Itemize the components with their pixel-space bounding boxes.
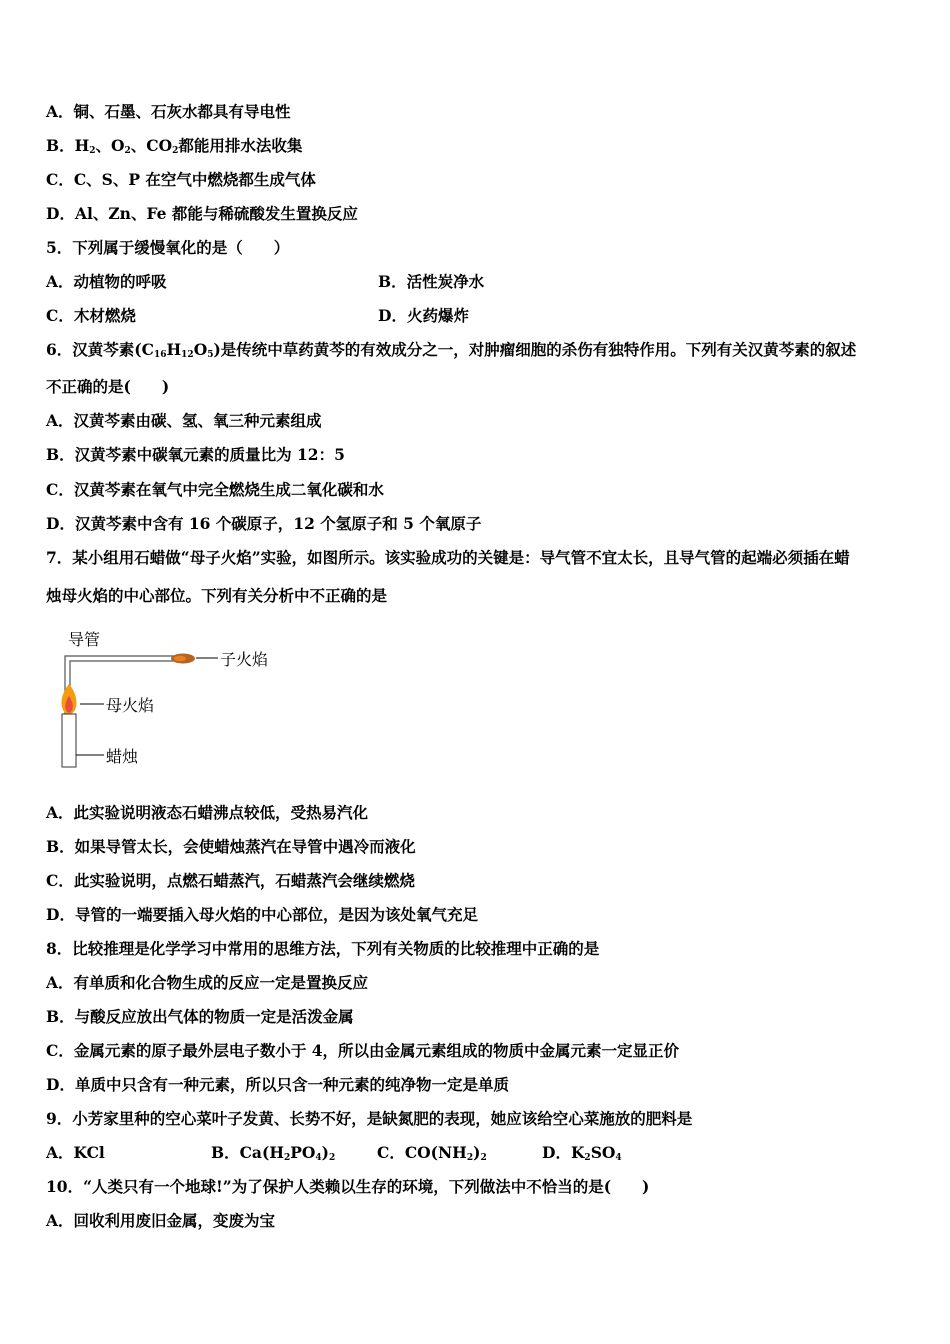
- q5-option-b: B．活性炭净水: [378, 272, 485, 291]
- q6-stem-line2: 不正确的是( ): [46, 377, 170, 396]
- q9-stem: 9．小芳家里种的空心菜叶子发黄、长势不好，是缺氮肥的表现，她应该给空心菜施放的肥料是: [46, 1109, 693, 1128]
- q5-option-a: A．动植物的呼吸: [46, 272, 167, 291]
- q6-option-a: A．汉黄芩素由碳、氢、氧三种元素组成: [46, 411, 322, 430]
- q7-stem-line2: 烛母火焰的中心部位。下列有关分析中不正确的是: [46, 586, 388, 605]
- q8-option-d: D．单质中只含有一种元素，所以只含一种元素的纯净物一定是单质: [46, 1075, 509, 1094]
- q8-option-a: A．有单质和化合物生成的反应一定是置换反应: [46, 973, 369, 992]
- q10-stem: 10．“人类只有一个地球!”为了保护人类赖以生存的环境，下列做法中不恰当的是( ): [46, 1177, 650, 1196]
- q10-option-a: A．回收利用废旧金属，变废为宝: [46, 1211, 276, 1230]
- label-tube: 导管: [68, 630, 101, 649]
- q7-option-b: B．如果导管太长，会使蜡烛蒸汽在导管中遇冷而液化: [46, 837, 416, 856]
- q9-option-d: D．$K_2SO_4$: [542, 1143, 622, 1163]
- q8-option-b: B．与酸反应放出气体的物质一定是活泼金属: [46, 1007, 354, 1026]
- q5-option-d: D．火药爆炸: [378, 306, 469, 325]
- q4-option-a: A．铜、石墨、石灰水都具有导电性: [46, 102, 291, 121]
- q4-option-d: D．Al、Zn、Fe 都能与稀硫酸发生置换反应: [46, 204, 358, 223]
- q9-option-b: B．$Ca(H_2PO_4)_2$: [211, 1143, 336, 1163]
- q7-option-a: A．此实验说明液态石蜡沸点较低，受热易汽化: [46, 803, 369, 822]
- label-mother-flame: 母火焰: [106, 696, 155, 715]
- q6-option-b: B．汉黄芩素中碳氧元素的质量比为 12：5: [46, 445, 345, 464]
- q4-option-c: C．C、S、P 在空气中燃烧都生成气体: [46, 170, 316, 189]
- q6-option-c: C．汉黄芩素在氧气中完全燃烧生成二氧化碳和水: [46, 480, 384, 499]
- q7-stem: 7．某小组用石蜡做“母子火焰”实验，如图所示。该实验成功的关键是：导气管不宜太长，且导气管的起端必须插在蜡: [46, 548, 850, 567]
- q9-option-c: C．$CO(NH_2)_2$: [377, 1143, 487, 1163]
- q7-option-c: C．此实验说明，点燃石蜡蒸汽，石蜡蒸汽会继续燃烧: [46, 871, 415, 890]
- candle-body: [62, 714, 76, 767]
- mother-child-flame-figure: [50, 628, 290, 777]
- q6-option-d: D．汉黄芩素中含有 16 个碳原子，12 个氢原子和 5 个氧原子: [46, 514, 482, 533]
- q4-option-b: B．$H_2$、$O_2$、$CO_2$都能用排水法收集: [46, 136, 303, 156]
- q9-option-a: A．KCl: [46, 1143, 105, 1162]
- label-child-flame: 子火焰: [220, 650, 269, 669]
- q5-stem: 5．下列属于缓慢氧化的是（ ）: [46, 238, 290, 257]
- q5-option-c: C．木材燃烧: [46, 306, 136, 325]
- child-flame-inner: [174, 656, 186, 662]
- q6-stem: 6．汉黄芩素$(C_{16}H_{12}O_5)$是传统中草药黄芩的有效成分之一，对肿瘤细胞的杀伤有独特作用。下列有关汉黄芩素的叙述: [46, 340, 857, 360]
- q8-option-c: C．金属元素的原子最外层电子数小于 4，所以由金属元素组成的物质中金属元素一定显正价: [46, 1041, 680, 1060]
- q8-stem: 8．比较推理是化学学习中常用的思维方法，下列有关物质的比较推理中正确的是: [46, 939, 600, 958]
- label-candle: 蜡烛: [106, 747, 139, 766]
- q7-option-d: D．导管的一端要插入母火焰的中心部位，是因为该处氧气充足: [46, 905, 478, 924]
